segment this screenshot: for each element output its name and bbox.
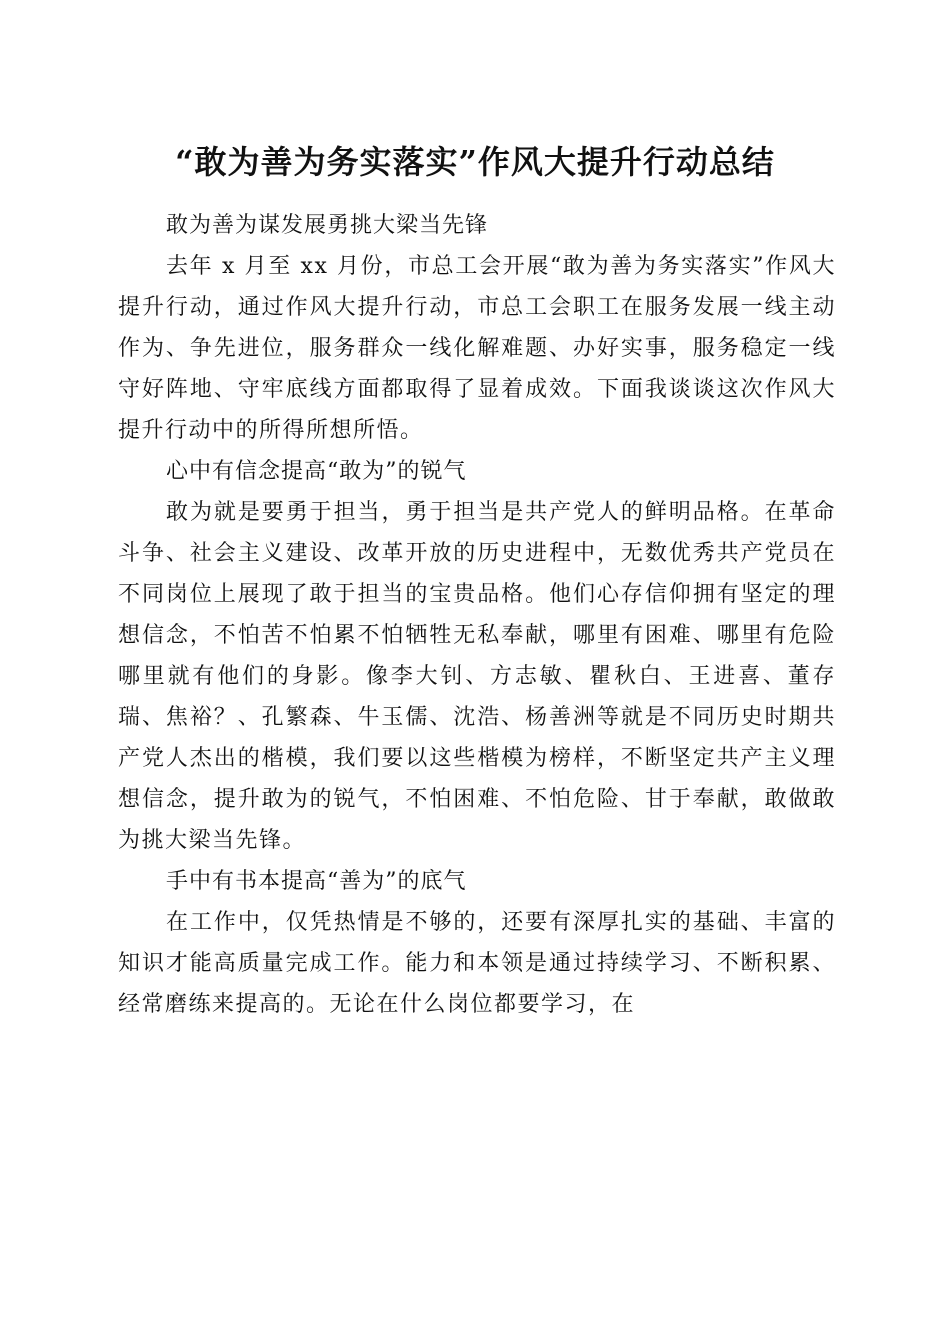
document-body: [118, 205, 836, 1025]
document-title: “敢为善为务实落实”作风大提升行动总结: [175, 143, 775, 181]
section-heading: 心中有信念提高“敢为”的锐气: [166, 459, 467, 484]
body-paragraph: 在工作中，仅凭热情是不够的，还要有深厚扎实的基础、丰富的知识才能高质量完成工作。能力和本领是通过持续学习、不断积累、经常磨练来提高的。无论在什么岗位都要学习，在: [118, 910, 836, 1017]
body-paragraph: 去年 x 月至 xx 月份，市总工会开展“敢为善为务实落实”作风大提升行动，通过作风大提升行动，市总工会职工在服务发展一线主动作为、争先进位，服务群众一线化解难题、办好实事，服务稳定一线守好阵地、守牢底线方面都取得了显着成效。下面我谈谈这次作风大提升行动中的所得所想所悟。: [118, 254, 836, 443]
section-heading: 手中有书本提高“善为”的底气: [166, 869, 467, 894]
body-paragraph: 敢为就是要勇于担当，勇于担当是共产党人的鲜明品格。在革命斗争、社会主义建设、改革开放的历史进程中，无数优秀共产党员在不同岗位上展现了敢于担当的宝贵品格。他们心存信仰拥有坚定的理想信念，不怕苦不怕累不怕牺牲无私奉献，哪里有困难、哪里有危险哪里就有他们的身影。像李大钊、方志敏、瞿秋白、王进喜、董存瑞、焦裕？、孔繁森、牛玉儒、沈浩、杨善洲等就是不同历史时期共产党人杰出的楷模，我们要以这些楷模为榜样，不断坚定共产主义理想信念，提升敢为的锐气，不怕困难、不怕危险、甘于奉献，敢做敢为挑大梁当先锋。: [118, 500, 836, 853]
section-heading: 敢为善为谋发展勇挑大梁当先锋: [166, 213, 489, 238]
